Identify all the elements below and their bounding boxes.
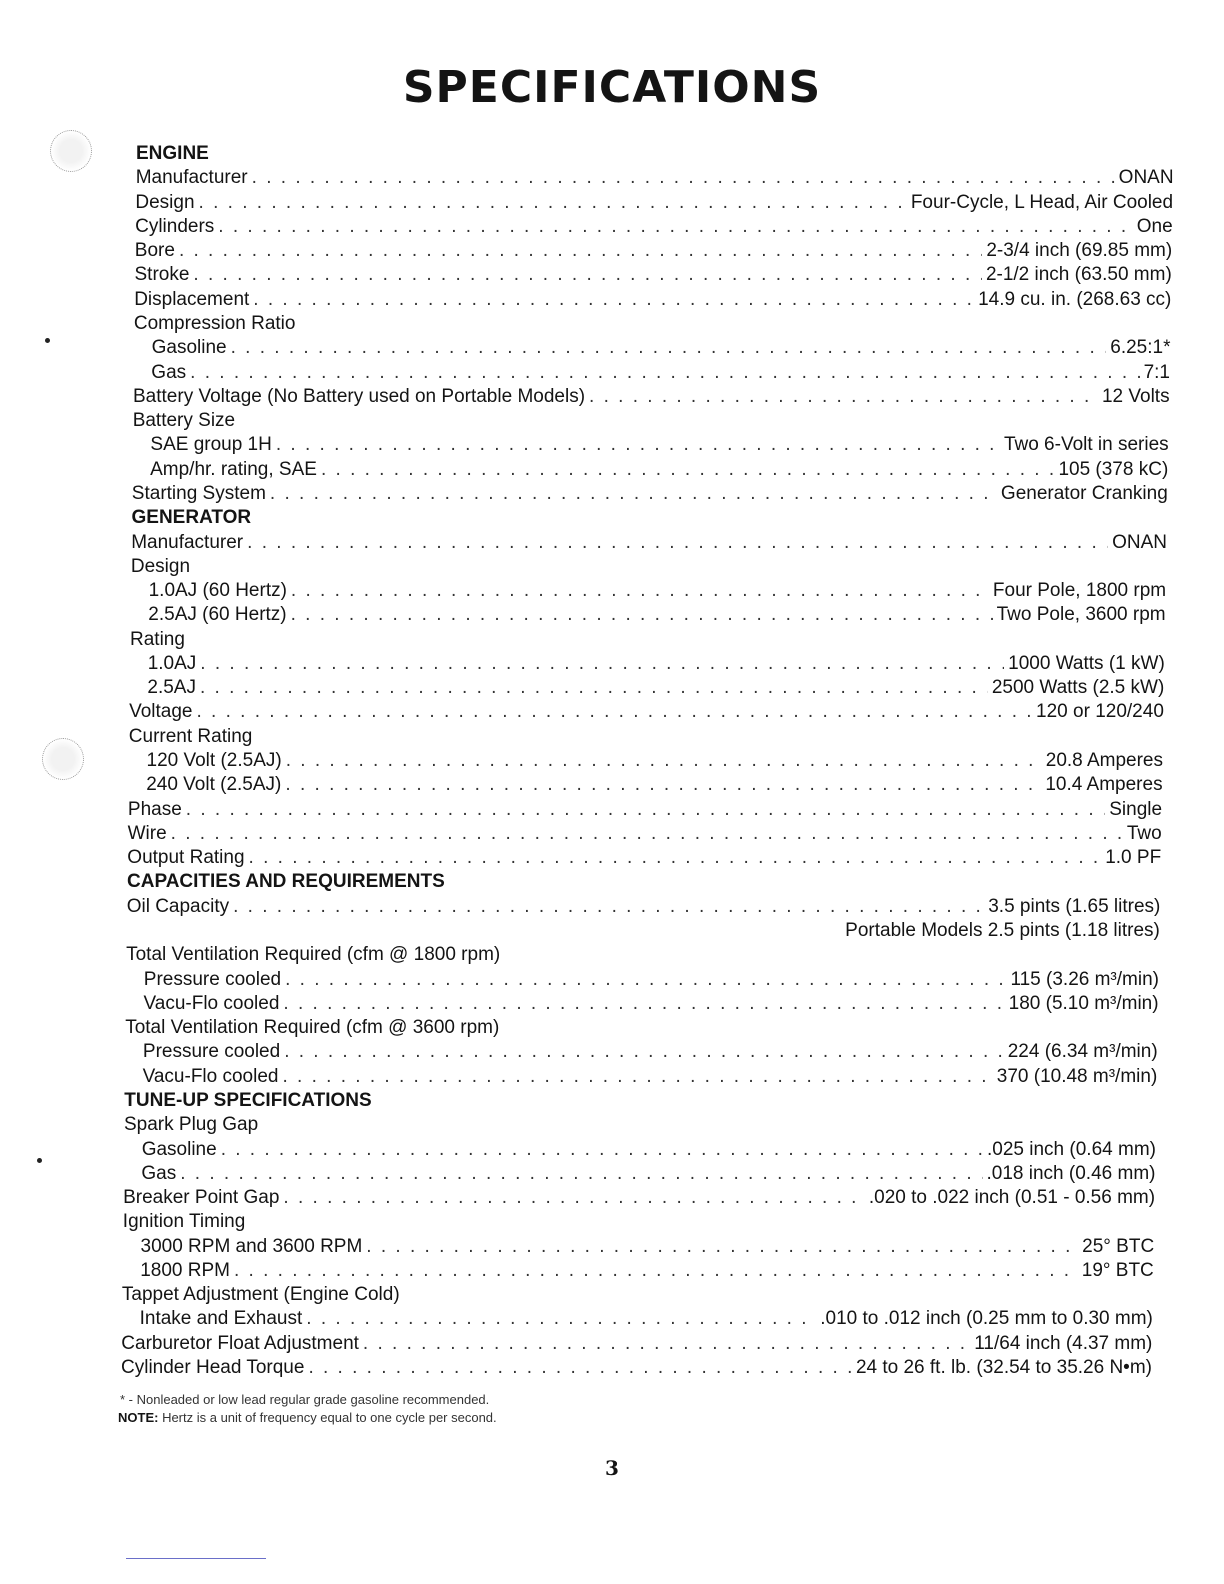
dot-leader <box>285 968 1006 992</box>
dot-leader <box>282 1065 992 1089</box>
spec-value: Four Pole, 1800 rpm <box>992 580 1167 601</box>
dot-leader <box>291 579 989 603</box>
spec-row <box>128 798 1162 822</box>
spec-label: 1800 RPM <box>140 1259 230 1281</box>
spec-row <box>133 361 1170 385</box>
spec-label: Cylinders <box>135 215 215 237</box>
spec-label: Voltage <box>129 701 193 723</box>
spec-value: Four-Cycle, L Head, Air Cooled <box>910 191 1174 213</box>
spec-value: Portable Models 2.5 pints (1.18 litres) <box>845 920 1160 941</box>
dot-leader <box>247 531 1108 555</box>
spec-value: 14.9 cu. in. (268.63 cc) <box>978 288 1172 310</box>
spec-label: Spark Plug Gap <box>124 1114 259 1136</box>
spec-value: 11/64 inch (4.37 mm) <box>974 1332 1153 1354</box>
spec-value: 1.0 PF <box>1105 847 1162 869</box>
spec-value: ONAN <box>1118 167 1174 189</box>
spec-value: 25° BTC <box>1082 1235 1155 1257</box>
spec-row <box>135 215 1173 239</box>
spec-row <box>130 628 1165 652</box>
spec-row <box>131 531 1167 555</box>
spec-row <box>135 239 1172 263</box>
spec-label: Breaker Point Gap <box>123 1187 280 1208</box>
spec-label: Total Ventilation Required (cfm @ 3600 rpm) <box>125 1017 500 1039</box>
spec-value: 10.4 Amperes <box>1045 774 1163 796</box>
spec-row <box>134 312 1171 336</box>
dot-leader <box>233 895 984 919</box>
dot-leader <box>321 458 1054 482</box>
spec-label: 1.0AJ (60 Hertz) <box>148 580 287 601</box>
dot-leader <box>171 822 1123 846</box>
spec-row <box>132 458 1168 482</box>
spec-label: Current Rating <box>128 725 253 747</box>
spec-label: Battery Voltage (No Battery used on Portable Models) <box>133 385 586 407</box>
spec-label: Gasoline <box>141 1138 217 1160</box>
spec-value: 20.8 Amperes <box>1045 750 1163 771</box>
spec-value: Two Pole, 3600 rpm <box>996 604 1166 626</box>
spec-label: 120 Volt (2.5AJ) <box>146 750 282 771</box>
spec-label: Total Ventilation Required (cfm @ 1800 rpm) <box>126 944 501 966</box>
spec-value: .025 inch (0.64 mm) <box>987 1138 1156 1160</box>
spec-row <box>122 1259 1154 1283</box>
spec-row <box>135 191 1173 215</box>
spec-label: 240 Volt (2.5AJ) <box>146 774 282 796</box>
spec-label: Vacu-Flo cooled <box>142 1065 279 1087</box>
spec-row <box>123 1162 1155 1186</box>
spec-label: Gas <box>141 1162 177 1184</box>
page-title: SPECIFICATIONS <box>402 62 822 113</box>
spec-row <box>129 676 1164 700</box>
spec-label: Rating <box>130 628 185 650</box>
spec-row <box>123 1210 1155 1234</box>
bottom-rule <box>126 1558 266 1559</box>
spec-value: 24 to 26 ft. lb. (32.54 to 35.26 N•m) <box>855 1357 1152 1378</box>
spec-label: Displacement <box>134 288 250 310</box>
spec-label: Tappet Adjustment (Engine Cold) <box>121 1284 400 1306</box>
spec-label: Wire <box>127 822 167 844</box>
dot-leader <box>589 385 1098 409</box>
spec-row <box>127 895 1161 919</box>
spec-value: 7:1 <box>1143 361 1170 383</box>
spec-value: 120 or 120/240 <box>1036 701 1164 723</box>
dot-leader <box>286 749 1042 773</box>
spec-label: 3000 RPM and 3600 RPM <box>140 1235 363 1257</box>
section-heading: CAPACITIES AND REQUIREMENTS <box>127 871 445 893</box>
spec-row <box>126 992 1159 1016</box>
spec-row <box>126 968 1159 992</box>
spec-row <box>124 1138 1156 1162</box>
spec-row <box>128 822 1162 846</box>
spec-row <box>136 166 1174 190</box>
spec-value: 115 (3.26 m³/min) <box>1010 968 1159 990</box>
spec-value: .010 to .012 inch (0.25 mm to 0.30 mm) <box>820 1308 1153 1330</box>
spec-label: Ignition Timing <box>122 1211 246 1233</box>
spec-label: Pressure cooled <box>142 1041 281 1063</box>
dot-leader <box>179 239 982 263</box>
spec-label: Gas <box>151 361 187 383</box>
spec-value: Single <box>1109 798 1163 820</box>
spec-row <box>127 846 1161 870</box>
spec-row <box>129 700 1164 724</box>
dot-leader <box>291 603 993 627</box>
spec-label: Intake and Exhaust <box>139 1308 303 1330</box>
spec-value: 105 (378 kC) <box>1058 458 1169 480</box>
spec-label: Stroke <box>134 264 190 286</box>
spec-row <box>125 1065 1158 1089</box>
dot-leader <box>218 215 1132 239</box>
spec-row <box>124 1113 1156 1137</box>
spec-label: Starting System <box>131 482 266 504</box>
spec-label: Manufacturer <box>135 167 248 189</box>
dot-leader <box>197 700 1033 724</box>
spec-label: Design <box>130 555 191 577</box>
spec-row <box>128 773 1162 797</box>
spec-label: 1.0AJ <box>147 652 197 674</box>
spec-value: Two <box>1126 822 1162 844</box>
spec-row <box>133 385 1170 409</box>
dot-leader <box>200 652 1004 676</box>
note-label: NOTE: <box>118 1410 159 1425</box>
spec-row <box>123 1235 1155 1259</box>
spec-label: Cylinder Head Torque <box>121 1357 305 1378</box>
dot-leader <box>253 288 974 312</box>
dot-leader <box>221 1138 983 1162</box>
spec-row <box>132 482 1168 506</box>
dot-leader <box>363 1332 970 1356</box>
spec-row <box>121 1332 1152 1356</box>
footnote-asterisk <box>120 1392 489 1407</box>
spec-row <box>123 1186 1155 1210</box>
spec-value: One <box>1136 215 1173 237</box>
dot-leader <box>193 263 982 287</box>
spec-row <box>135 263 1172 287</box>
dot-leader <box>180 1162 982 1186</box>
spec-label: Vacu-Flo cooled <box>143 992 280 1014</box>
spec-row <box>126 919 1160 943</box>
spec-row <box>121 1356 1152 1380</box>
spec-row <box>126 943 1159 967</box>
spec-row <box>125 1016 1158 1040</box>
dot-leader <box>252 166 1115 190</box>
page-number: 3 <box>605 1456 619 1480</box>
spec-row <box>133 409 1170 433</box>
spec-row <box>122 1307 1153 1331</box>
spec-value: Two 6-Volt in series <box>1003 434 1169 456</box>
dot-leader <box>285 773 1041 797</box>
spec-row <box>132 433 1168 457</box>
spec-label: Amp/hr. rating, SAE <box>150 458 317 480</box>
dot-leader <box>276 433 1000 457</box>
spec-row <box>122 1283 1153 1307</box>
spec-row <box>134 288 1171 312</box>
spec-value: 1000 Watts (1 kW) <box>1008 652 1165 674</box>
dot-leader <box>284 1040 1004 1064</box>
spec-value: 224 (6.34 m³/min) <box>1007 1041 1158 1063</box>
spec-row <box>131 579 1167 603</box>
dot-leader <box>190 361 1139 385</box>
spec-label: Pressure cooled <box>143 968 282 990</box>
spec-value: 2-3/4 inch (69.85 mm) <box>986 240 1173 262</box>
spec-row <box>129 749 1164 773</box>
section-heading: ENGINE <box>136 143 209 164</box>
spec-value: 3.5 pints (1.65 litres) <box>988 895 1161 917</box>
spec-label: Phase <box>127 798 182 820</box>
spec-value: 12 Volts <box>1101 385 1170 407</box>
spec-label: 2.5AJ <box>147 677 196 699</box>
spec-value: 370 (10.48 m³/min) <box>996 1065 1158 1087</box>
dot-leader <box>366 1235 1078 1259</box>
spec-value: ONAN <box>1112 531 1167 553</box>
spec-label: Carburetor Float Adjustment <box>121 1332 359 1354</box>
spec-row <box>130 652 1165 676</box>
spec-label: 2.5AJ (60 Hertz) <box>148 604 287 626</box>
spec-value: Generator Cranking <box>1000 482 1168 504</box>
spec-label: Output Rating <box>127 847 245 869</box>
dot-leader <box>234 1259 1078 1283</box>
spec-label: Bore <box>134 240 175 262</box>
spec-label: Design <box>135 191 195 213</box>
spec-row <box>129 725 1164 749</box>
spec-value: .020 to .022 inch (0.51 - 0.56 mm) <box>868 1187 1156 1208</box>
spec-value: 19° BTC <box>1081 1259 1154 1281</box>
section-heading: TUNE-UP SPECIFICATIONS <box>124 1089 372 1111</box>
spec-label: Compression Ratio <box>133 313 296 334</box>
dot-leader <box>270 482 997 506</box>
dot-leader <box>186 798 1105 822</box>
dot-leader <box>199 191 907 215</box>
note-text: Hertz is a unit of frequency equal to one cycle per second. <box>158 1410 497 1425</box>
dot-leader <box>231 336 1107 360</box>
spec-label: Manufacturer <box>131 531 244 553</box>
footnote-note <box>118 1410 497 1425</box>
spec-row <box>131 555 1167 579</box>
spec-label: Gasoline <box>151 337 227 359</box>
spec-value: 180 (5.10 m³/min) <box>1008 992 1159 1014</box>
spec-value: 6.25:1* <box>1110 337 1171 359</box>
spec-row <box>134 336 1171 360</box>
footnote-asterisk-text: * - Nonleaded or low lead regular grade gasoline recommended. <box>120 1392 490 1407</box>
spec-value: .018 inch (0.46 mm) <box>986 1162 1156 1184</box>
spec-label: SAE group 1H <box>150 434 272 456</box>
spec-value: 2-1/2 inch (63.50 mm) <box>985 264 1172 286</box>
spec-row <box>125 1040 1158 1064</box>
dot-leader <box>283 1186 864 1210</box>
dot-leader <box>308 1356 852 1380</box>
dot-leader <box>200 676 988 700</box>
dot-leader <box>306 1307 816 1331</box>
spec-label: Battery Size <box>132 410 236 432</box>
spec-value: 2500 Watts (2.5 kW) <box>991 677 1165 699</box>
section-heading: GENERATOR <box>131 507 252 529</box>
dot-leader <box>249 846 1102 870</box>
spec-row <box>130 603 1165 627</box>
dot-leader <box>283 992 1004 1016</box>
spec-label: Oil Capacity <box>126 895 230 917</box>
